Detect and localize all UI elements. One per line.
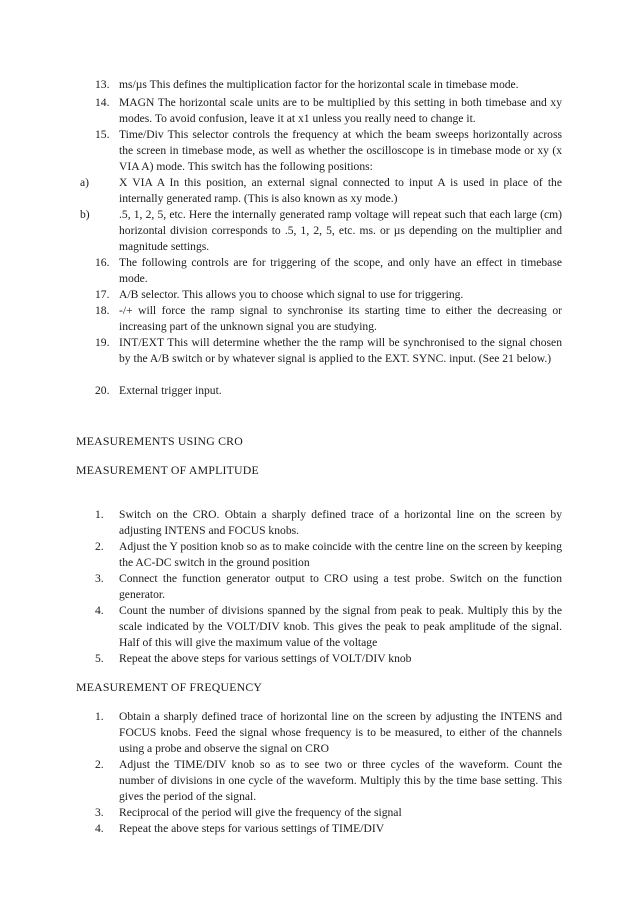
item-text: Connect the function generator output to CRO using a test probe. Switch on the function generator. xyxy=(119,572,562,601)
item-text: Repeat the above steps for various settings of TIME/DIV xyxy=(119,822,385,835)
item-number: 14. xyxy=(95,96,110,109)
item-text: Adjust the TIME/DIV knob so as to see two or three cycles of the waveform. Count the number of divisions in one cycle of the waveform. Multiply this by the time base setting. This gives the period of the signal. xyxy=(119,758,562,803)
item-text: Adjust the Y position knob so as to make coincide with the centre line on the screen by keeping the AC-DC switch in the ground position xyxy=(119,540,562,569)
item-number: 4. xyxy=(95,822,104,835)
item-text: The following controls are for triggering of the scope, and only have an effect in timebase mode. xyxy=(119,256,562,285)
item-text: INT/EXT This will determine whether the the ramp will be synchronised to the signal chosen by the A/B switch or by whatever signal is applied to the EXT. SYNC. input. (See 21 below.) xyxy=(119,336,562,365)
item-text: Reciprocal of the period will give the frequency of the signal xyxy=(119,806,402,819)
item-text: .5, 1, 2, 5, etc. Here the internally generated ramp voltage will repeat such that each large (cm) horizontal division corresponds to .5, 1, 2, 5, etc. ms. or µs depending on the multiplier and magnitude settings. xyxy=(119,208,562,253)
item-text: Time/Div This selector controls the frequency at which the beam sweeps horizontally across the screen in timebase mode, as well as whether the oscilloscope is in timebase mode or xy (x VIA A) mode. This switch has the following positions: xyxy=(119,128,562,173)
item-text: Count the number of divisions spanned by the signal from peak to peak. Multiply this by the scale indicated by the VOLT/DIV knob. This gives the peak to peak amplitude of the signal. Half of this will give the maximum value of the voltage xyxy=(119,604,562,649)
item-text: MAGN The horizontal scale units are to be multiplied by this setting in both timebase and xy modes. To avoid confusion, leave it at x1 unless you really need to change it. xyxy=(119,96,562,125)
item-number: 4. xyxy=(95,604,104,617)
item-number: 17. xyxy=(95,288,110,301)
item-text: Switch on the CRO. Obtain a sharply defined trace of a horizontal line on the screen by adjusting INTENS and FOCUS knobs. xyxy=(119,508,562,537)
item-text: ms/µs This defines the multiplication factor for the horizontal scale in timebase mode. xyxy=(119,78,519,91)
section-heading-measurements: MEASUREMENTS USING CRO xyxy=(76,434,243,448)
item-number: 3. xyxy=(95,806,104,819)
item-number: 20. xyxy=(95,384,110,397)
item-letter: b) xyxy=(80,208,90,221)
item-number: 13. xyxy=(95,78,110,91)
item-number: 3. xyxy=(95,572,104,585)
item-letter: a) xyxy=(80,176,90,189)
item-number: 15. xyxy=(95,128,110,141)
item-text: External trigger input. xyxy=(119,384,222,397)
item-text: -/+ will force the ramp signal to synchronise its starting time to either the decreasing or increasing part of the unknown signal you are studying. xyxy=(119,304,562,333)
section-heading-frequency: MEASUREMENT OF FREQUENCY xyxy=(76,680,263,694)
item-text: Repeat the above steps for various settings of VOLT/DIV knob xyxy=(119,652,412,665)
item-text: A/B selector. This allows you to choose which signal to use for triggering. xyxy=(119,288,464,301)
item-number: 2. xyxy=(95,758,104,771)
section-heading-amplitude: MEASUREMENT OF AMPLITUDE xyxy=(76,463,259,477)
item-number: 1. xyxy=(95,508,104,521)
item-text: X VIA A In this position, an external signal connected to input A is used in place of the internally generated ramp. (This is also known as xy mode.) xyxy=(119,176,562,205)
item-number: 5. xyxy=(95,652,104,665)
item-number: 2. xyxy=(95,540,104,553)
item-number: 19. xyxy=(95,336,110,349)
item-number: 1. xyxy=(95,710,104,723)
item-text: Obtain a sharply defined trace of horizontal line on the screen by adjusting the INTENS and FOCUS knobs. Feed the signal whose frequency is to be measured, to either of the channels using a probe and observe the signal on CRO xyxy=(119,710,562,755)
item-number: 16. xyxy=(95,256,110,269)
item-number: 18. xyxy=(95,304,110,317)
